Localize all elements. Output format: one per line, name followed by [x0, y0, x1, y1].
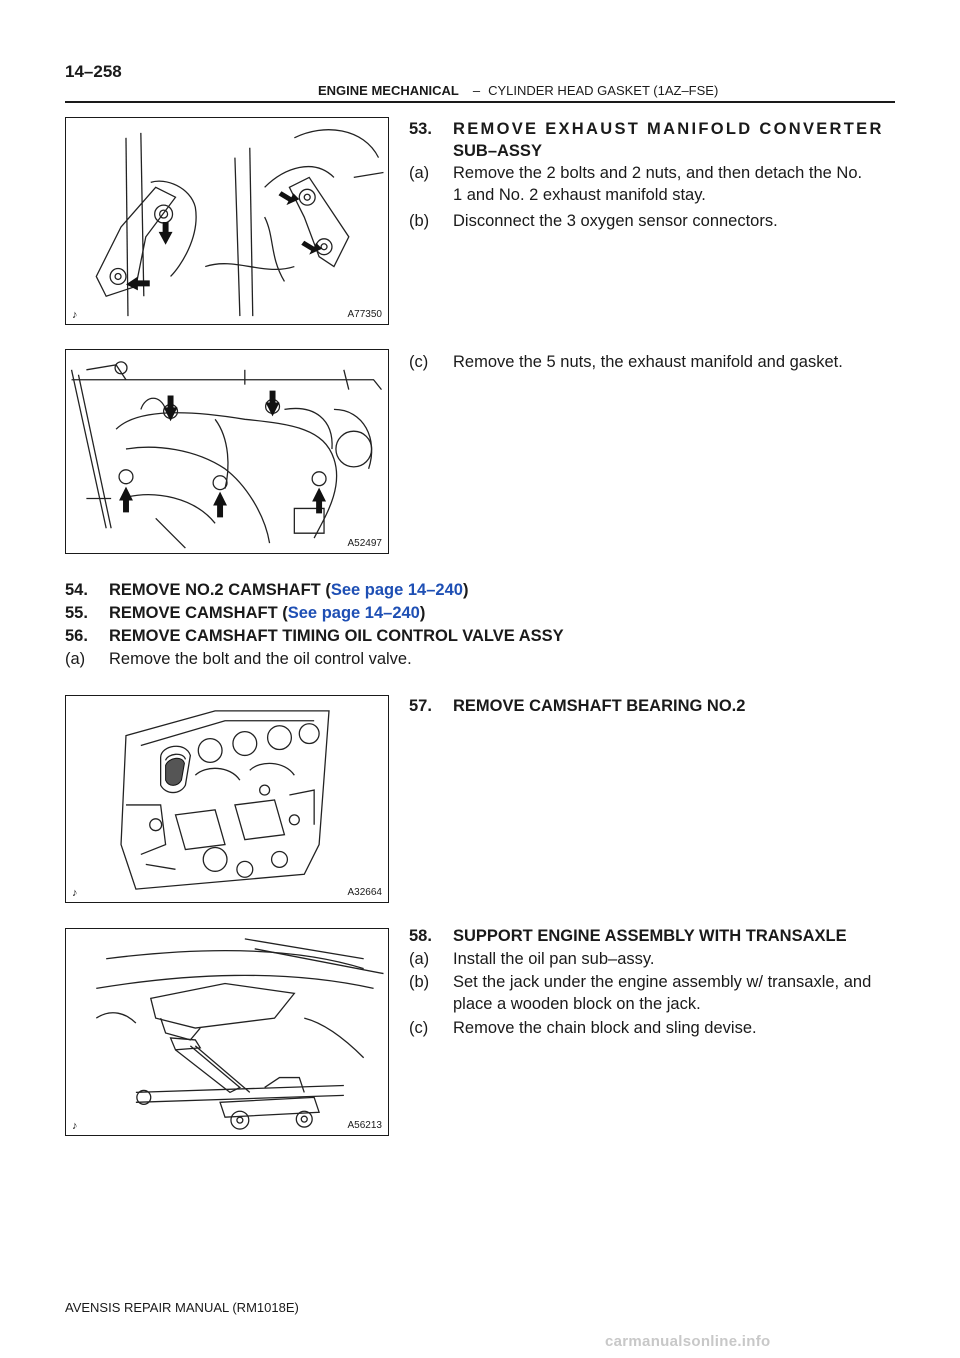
- step-58b-line1: Set the jack under the engine assembly w/ transaxle, and: [453, 973, 872, 991]
- step-53-title-line2: SUB–ASSY: [453, 142, 542, 160]
- header-section: ENGINE MECHANICAL: [318, 83, 459, 98]
- step-55-number: 55.: [65, 604, 88, 622]
- step-55-page-link[interactable]: See page 14–240: [287, 604, 420, 622]
- step-58c-text: Remove the chain block and sling devise.: [453, 1019, 757, 1037]
- figure-exhaust-manifold: [65, 349, 389, 554]
- figure-mark: ♪: [72, 887, 78, 899]
- step-58: [409, 925, 899, 1045]
- footer-manual-title: AVENSIS REPAIR MANUAL (RM1018E): [65, 1300, 299, 1315]
- step-58-number: 58.: [409, 927, 432, 945]
- step-58a-label: (a): [409, 950, 430, 968]
- step-56-title: REMOVE CAMSHAFT TIMING OIL CONTROL VALVE ASSY: [109, 627, 564, 645]
- step-54-title: [109, 579, 468, 601]
- step-53c-text: Remove the 5 nuts, the exhaust manifold and gasket.: [453, 353, 843, 371]
- step-53a-label: (a): [409, 164, 430, 182]
- step-54-page-link[interactable]: See page 14–240: [330, 581, 463, 599]
- figure-engine-jack-drawing: [66, 929, 388, 1135]
- figure-engine-jack: [65, 928, 389, 1136]
- step-58-title: SUPPORT ENGINE ASSEMBLY WITH TRANSAXLE: [453, 927, 847, 945]
- step-54-close: ): [462, 581, 469, 599]
- header-rule: [65, 101, 895, 103]
- header-dash: –: [472, 83, 481, 98]
- figure-code: A56213: [347, 1120, 382, 1131]
- watermark: carmanualsonline.info: [605, 1333, 771, 1350]
- steps-54-56: [65, 579, 895, 679]
- step-56-number: 56.: [65, 627, 88, 645]
- step-57: [409, 695, 899, 719]
- step-58c-label: (c): [409, 1019, 429, 1037]
- step-53-title-line1: REMOVE EXHAUST MANIFOLD CONVERTER: [453, 120, 884, 138]
- figure-code: A32664: [347, 887, 382, 898]
- step-53-number: 53.: [409, 120, 432, 138]
- step-57-title: REMOVE CAMSHAFT BEARING NO.2: [453, 697, 746, 715]
- figure-code: A52497: [347, 538, 382, 549]
- step-55-close: ): [419, 604, 426, 622]
- step-57-number: 57.: [409, 697, 432, 715]
- step-58b-line2: place a wooden block on the jack.: [453, 995, 701, 1013]
- step-53a-line1: Remove the 2 bolts and 2 nuts, and then detach the No.: [453, 164, 863, 182]
- step-56a-text: Remove the bolt and the oil control valve.: [109, 650, 412, 668]
- figure-code: A77350: [347, 309, 382, 320]
- figure-camshaft-bearing-drawing: [66, 696, 388, 902]
- step-53c: [409, 351, 899, 375]
- step-53a-line2: 1 and No. 2 exhaust manifold stay.: [453, 186, 706, 204]
- step-53c-label: (c): [409, 353, 429, 371]
- figure-manifold-stay-drawing: [66, 118, 388, 324]
- figure-exhaust-manifold-drawing: [66, 350, 388, 553]
- step-56a-label: (a): [65, 650, 86, 668]
- step-54-number: 54.: [65, 581, 88, 599]
- page-number: 14–258: [65, 62, 122, 81]
- step-53b-label: (b): [409, 212, 430, 230]
- step-54-text: REMOVE NO.2 CAMSHAFT (: [109, 581, 331, 599]
- step-58b-label: (b): [409, 973, 430, 991]
- step-53b-text: Disconnect the 3 oxygen sensor connectors.: [453, 212, 778, 230]
- figure-mark: ♪: [72, 1120, 78, 1132]
- step-53: [409, 118, 899, 278]
- step-58a-text: Install the oil pan sub–assy.: [453, 950, 655, 968]
- step-55-text: REMOVE CAMSHAFT (: [109, 604, 288, 622]
- figure-mark: ♪: [72, 309, 78, 321]
- header-subsection: CYLINDER HEAD GASKET (1AZ–FSE): [488, 83, 719, 98]
- figure-manifold-stay: [65, 117, 389, 325]
- page-header: [318, 83, 718, 98]
- step-55-title: [109, 602, 425, 624]
- figure-camshaft-bearing: [65, 695, 389, 903]
